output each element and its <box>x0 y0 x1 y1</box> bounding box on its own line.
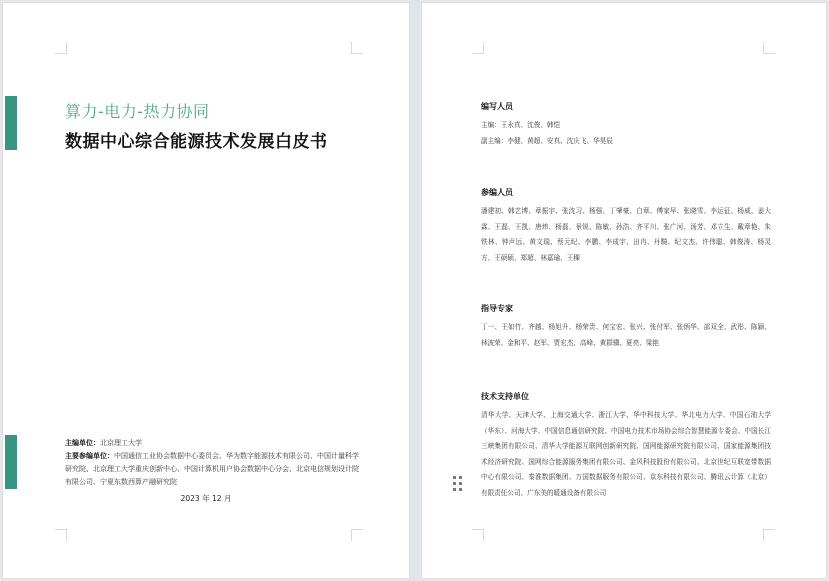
page-gutter <box>410 0 420 581</box>
crop-mark-bottom-right <box>763 529 775 541</box>
crop-mark-top-right <box>763 42 775 54</box>
page-credits <box>422 3 826 578</box>
cover-title: 数据中心综合能源技术发展白皮书 <box>65 132 328 152</box>
section-heading: 指导专家 <box>481 303 513 313</box>
editor-units-block <box>65 437 365 489</box>
cover-subtitle: 算力-电力-热力协同 <box>65 102 210 121</box>
chief-editors: 主编：王永真、沈俊、韩恺 <box>481 121 561 129</box>
chief-unit-label: 主编单位： <box>65 439 100 447</box>
crop-mark-top-left <box>55 42 67 54</box>
publication-date: 2023 年 12 月 <box>180 494 232 503</box>
section-heading: 技术支持单位 <box>481 391 529 401</box>
page-cover <box>3 3 409 578</box>
chief-unit-value: 北京理工大学 <box>100 439 142 447</box>
crop-mark-bottom-right <box>351 529 363 541</box>
participating-units-label: 主要参编单位： <box>65 452 114 460</box>
participating-units-value: 中国通信工业协会数据中心委员会、华为数字能源技术有限公司、中国计量科学研究院、北京理工大学重庆创新中心、中国计算机用户协会数据中心分会、北京电信规划设计院有限公司、宁夏东数西算产融研究院 <box>65 452 359 486</box>
participating-units-line <box>65 450 365 489</box>
chief-unit-line <box>65 437 365 450</box>
advisors-list: 丁一、王如竹、齐越、杨旭升、杨荣贵、何宝宏、张兴、张付军、张炳华、邵双全、武彤、陈颖、林波荣、金和平、赵军、贾宏杰、高峰、黄群骥、夏亮、梁艳 <box>481 323 771 347</box>
section-heading: 编写人员 <box>481 101 513 111</box>
drag-handle-icon[interactable] <box>453 476 463 492</box>
crop-mark-bottom-left <box>472 529 484 541</box>
footer-accent-bar <box>5 435 17 489</box>
section-heading: 参编人员 <box>481 187 513 197</box>
crop-mark-top-right <box>351 42 363 54</box>
deputy-editors: 副主编：李健、黄超、安真、沈庆飞、华昊辰 <box>481 136 613 145</box>
title-accent-bar <box>5 96 17 150</box>
contributors-list: 潘建初、韩艺博、章振宇、张沈习、杨强、丁肇豪、白章、傅家早、张晓雪、李运征、杨威、姜大霖、王磊、王凯、唐炜、杨磊、景锐、陈敏、孙浩、齐平川、张广河、汤芳、邓立生、戴章艳、朱铁林、钟声远、黄文瑞、蔡元纪、李鹏、李成宇、田冉、丹騎、纪文杰、许伟聪、韩俊涛、杨灵方、王硕硕、郑超、林嘉瑜、王稞 <box>481 207 771 262</box>
crop-mark-top-left <box>472 42 484 54</box>
section-authors <box>481 101 771 149</box>
section-support-units[interactable] <box>481 391 771 501</box>
support-units-list[interactable]: 清华大学、天津大学、上海交通大学、浙江大学、华中科技大学、华北电力大学、中国石油大学（华东）、河海大学、中国信息通信研究院、中国电力技术市场协会综合智慧能源专委会、中国长江三峡集团有限公司、清华大学能源互联网创新研究院、国网能源研究院有限公司、国家能源集团技术经济研究院、国网综合能源服务集团有限公司、金风科技股份有限公司、北京世纪互联宽带数据中心有限公司、秦淮数据集团、万国数据服务有限公司、京东科技有限公司、腾讯云计算（北京）有限责任公司、广东美的暖通设备有限公司 <box>481 411 771 497</box>
section-advisors <box>481 303 771 351</box>
section-contributors <box>481 187 771 266</box>
crop-mark-bottom-left <box>55 529 67 541</box>
